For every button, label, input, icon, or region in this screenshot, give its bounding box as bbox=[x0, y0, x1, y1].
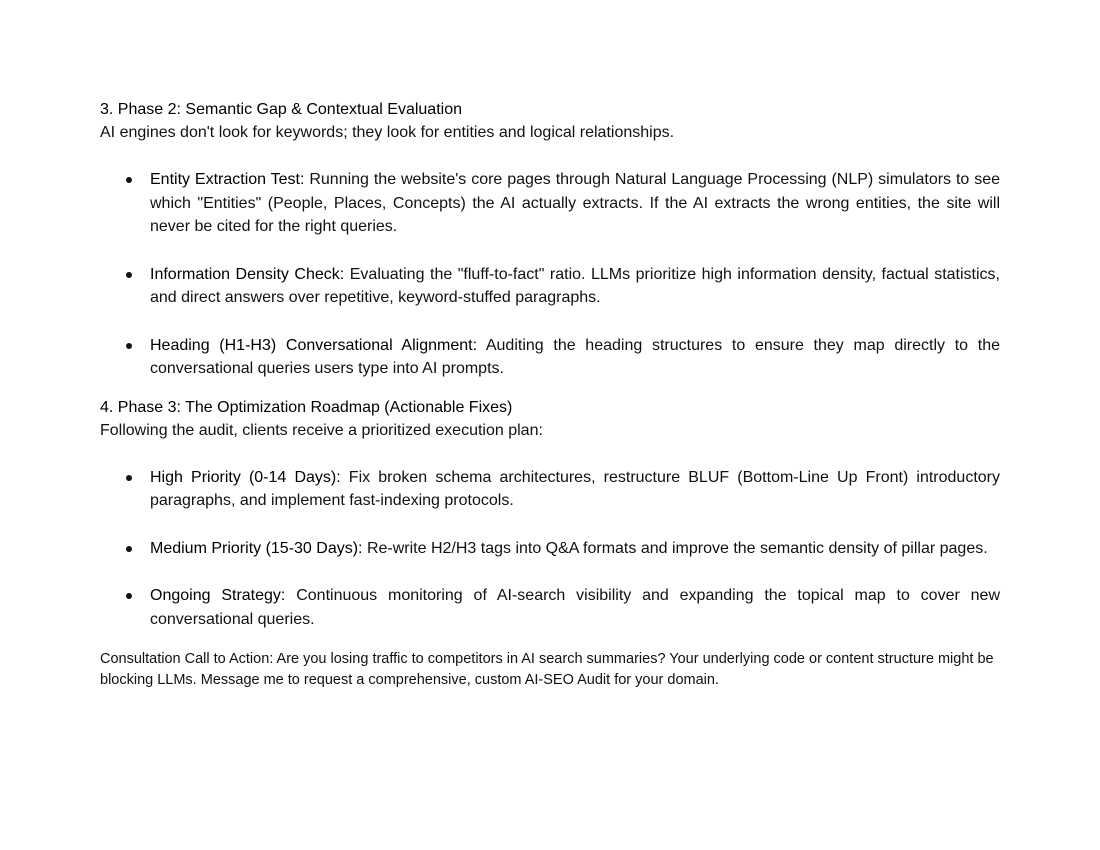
item-text: Evaluating the "fluff-to-fact" ratio. LLMs prioritize high information density, factual statistics, and direct answers over repetitive, keyword-stuffed paragraphs. bbox=[150, 265, 1000, 306]
bullet-list bbox=[100, 466, 1000, 632]
section-phase-2 bbox=[100, 99, 1000, 381]
item-text: Auditing the heading structures to ensure they map directly to the conversational queries users type into AI prompts. bbox=[150, 336, 1000, 377]
list-item bbox=[100, 466, 1000, 513]
item-text: Running the website's core pages through Natural Language Processing (NLP) simulators to see which "Entities" (People, Places, Concepts) the AI actually extracts. If the AI extracts the wrong entities, the site will never be cited for the right queries. bbox=[150, 171, 1000, 235]
item-text: Re-write H2/H3 tags into Q&A formats and improve the semantic density of pillar pages. bbox=[362, 539, 988, 557]
item-term: Ongoing Strategy: bbox=[150, 587, 286, 604]
section-heading: 4. Phase 3: The Optimization Roadmap (Actionable Fixes) bbox=[100, 398, 513, 416]
item-term: Heading (H1-H3) Conversational Alignment: bbox=[150, 336, 478, 354]
section-intro: AI engines don't look for keywords; they look for entities and logical relationships. bbox=[100, 124, 675, 141]
bullet-dot bbox=[126, 546, 132, 552]
bullet-dot bbox=[126, 593, 132, 599]
item-text: Fix broken schema architectures, restructure BLUF (Bottom-Line Up Front) introductory paragraphs, and implement fast-indexing protocols. bbox=[150, 468, 1000, 509]
item-term: Medium Priority (15-30 Days): bbox=[150, 539, 363, 557]
list-item bbox=[100, 537, 1000, 561]
item-term: Entity Extraction Test: bbox=[150, 171, 305, 188]
bullet-list bbox=[100, 168, 1000, 381]
bullet-dot bbox=[126, 272, 132, 278]
list-item bbox=[100, 334, 1000, 381]
section-heading: 3. Phase 2: Semantic Gap & Contextual Evaluation bbox=[100, 101, 462, 118]
bullet-dot bbox=[126, 177, 132, 183]
call-to-action bbox=[100, 649, 1000, 691]
item-text: Continuous monitoring of AI-search visibility and expanding the topical map to cover new conversational queries. bbox=[150, 587, 1001, 628]
section-phase-3 bbox=[100, 397, 1000, 632]
section-intro: Following the audit, clients receive a prioritized execution plan: bbox=[100, 421, 543, 439]
list-item bbox=[100, 584, 1000, 631]
list-item bbox=[100, 263, 1000, 310]
bullet-dot bbox=[126, 475, 132, 481]
item-term: Information Density Check: bbox=[150, 265, 345, 283]
bullet-dot bbox=[126, 343, 132, 349]
item-term: High Priority (0-14 Days): bbox=[150, 468, 341, 486]
cta-term: Consultation Call to Action: bbox=[100, 651, 274, 667]
document-page bbox=[100, 99, 1000, 691]
cta-text: Are you losing traffic to competitors in AI search summaries? Your underlying code or content structure might be blocking LLMs. Message me to request a comprehensive, custom AI-SEO Audit for your domain. bbox=[100, 651, 994, 688]
list-item bbox=[100, 168, 1000, 239]
